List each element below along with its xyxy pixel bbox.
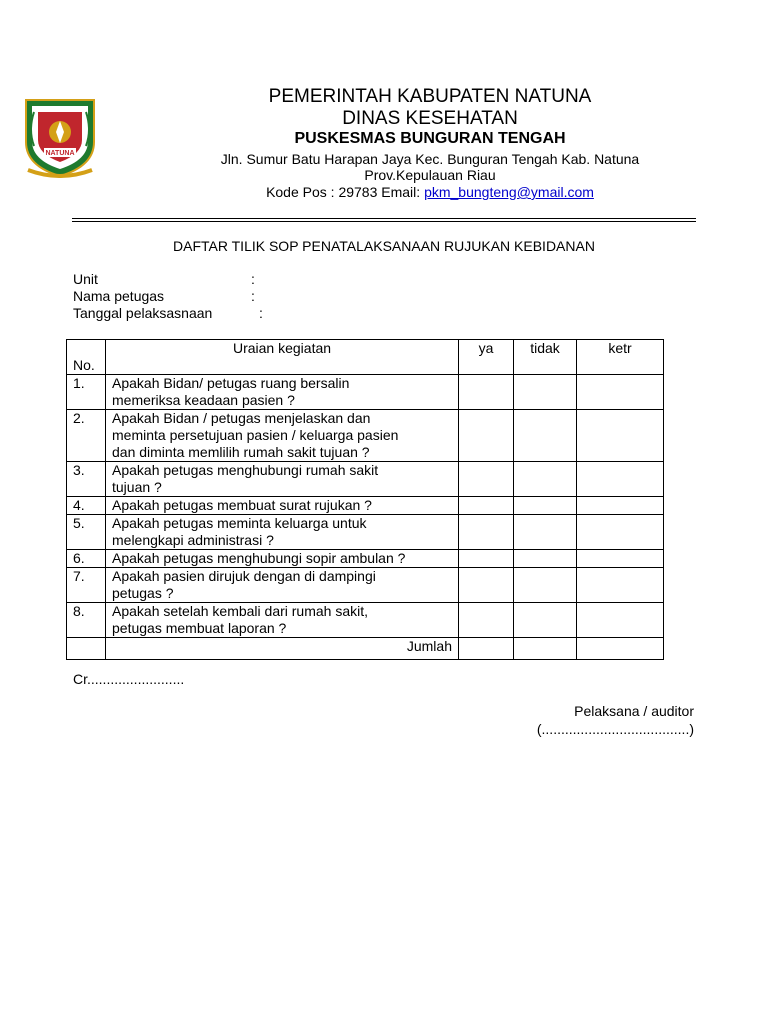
cell-ketr[interactable]: [577, 462, 664, 497]
cell-tidak[interactable]: [514, 603, 577, 638]
cell-ketr[interactable]: [577, 497, 664, 515]
header-ketr: ketr: [577, 340, 664, 375]
header-tidak: tidak: [514, 340, 577, 375]
row-number: 5.: [67, 515, 106, 550]
cell-ketr[interactable]: [577, 550, 664, 568]
header-province: Prov.Kepulauan Riau: [364, 167, 496, 183]
field-officer-label: Nama petugas: [73, 288, 165, 304]
header-divider-bottom: [72, 221, 696, 222]
header-divider-top: [72, 218, 696, 219]
table-header-row: [67, 340, 664, 375]
cell-tidak[interactable]: [514, 550, 577, 568]
header-uraian: Uraian kegiatan: [106, 340, 459, 375]
table-row: [67, 410, 664, 462]
cell-ya[interactable]: [459, 410, 514, 462]
header-contact: [120, 184, 740, 200]
cell-ya[interactable]: [459, 550, 514, 568]
row-question: Apakah Bidan / petugas menjelaskan dan meminta persetujuan pasien / keluarga pasien dan diminta memlilih rumah sakit tujuan ?: [106, 410, 459, 462]
cell-tidak[interactable]: [514, 568, 577, 603]
row-question: Apakah petugas membuat surat rujukan ?: [106, 497, 459, 515]
row-number: 8.: [67, 603, 106, 638]
row-number: 3.: [67, 462, 106, 497]
cell-ya[interactable]: [459, 603, 514, 638]
cell-ketr[interactable]: [577, 410, 664, 462]
email-link[interactable]: pkm_bungteng@ymail.com: [424, 184, 594, 200]
cell-ya[interactable]: [459, 568, 514, 603]
row-number: 1.: [67, 375, 106, 410]
cell-ya[interactable]: [459, 375, 514, 410]
table-row: [67, 550, 664, 568]
cell-tidak[interactable]: [514, 515, 577, 550]
header-no: No.: [67, 340, 106, 375]
header-ya: ya: [459, 340, 514, 375]
table-row: [67, 568, 664, 603]
cell-tidak[interactable]: [514, 462, 577, 497]
natuna-regency-emblem-icon: [20, 96, 100, 178]
cell-ketr[interactable]: [577, 375, 664, 410]
total-no-cell: [67, 638, 106, 660]
cr-line: Cr.........................: [73, 671, 185, 687]
field-officer-colon: :: [251, 288, 255, 304]
field-unit-label: Unit: [73, 271, 98, 287]
cell-ya[interactable]: [459, 497, 514, 515]
signer-title: Pelaksana / auditor: [574, 703, 694, 719]
row-number: 2.: [67, 410, 106, 462]
header-government: PEMERINTAH KABUPATEN NATUNA: [268, 86, 592, 107]
postal-code-label: Kode Pos : 29783 Email:: [266, 184, 425, 200]
row-number: 7.: [67, 568, 106, 603]
signature-line: (......................................): [536, 721, 694, 737]
table-row: [67, 497, 664, 515]
table-row: [67, 515, 664, 550]
header-department: DINAS KESEHATAN: [342, 108, 518, 129]
logo-text: NATUNA: [45, 150, 75, 157]
cell-ya[interactable]: [459, 462, 514, 497]
header-address: Jln. Sumur Batu Harapan Jaya Kec. Bunguran Tengah Kab. Natuna: [220, 151, 640, 167]
row-question: Apakah petugas menghubungi sopir ambulan ?: [106, 550, 459, 568]
cell-ya[interactable]: [459, 515, 514, 550]
table-row: [67, 603, 664, 638]
total-ketr[interactable]: [577, 638, 664, 660]
total-label: Jumlah: [106, 638, 459, 660]
table-row: [67, 462, 664, 497]
row-question: Apakah pasien dirujuk dengan di dampingi petugas ?: [106, 568, 459, 603]
cell-tidak[interactable]: [514, 410, 577, 462]
cell-ketr[interactable]: [577, 515, 664, 550]
header-puskesmas: PUSKESMAS BUNGURAN TENGAH: [294, 130, 566, 147]
field-unit-colon: :: [251, 271, 255, 287]
table-row: [67, 375, 664, 410]
row-question: Apakah Bidan/ petugas ruang bersalin memeriksa keadaan pasien ?: [106, 375, 459, 410]
cell-tidak[interactable]: [514, 375, 577, 410]
row-number: 4.: [67, 497, 106, 515]
field-date-colon: :: [259, 305, 263, 321]
cell-tidak[interactable]: [514, 497, 577, 515]
table-total-row: [67, 638, 664, 660]
row-question: Apakah setelah kembali dari rumah sakit, petugas membuat laporan ?: [106, 603, 459, 638]
field-date-label: Tanggal pelaksasnaan: [73, 305, 213, 321]
document-title: DAFTAR TILIK SOP PENATALAKSANAAN RUJUKAN KEBIDANAN: [173, 238, 595, 254]
total-ya[interactable]: [459, 638, 514, 660]
cell-ketr[interactable]: [577, 603, 664, 638]
row-question: Apakah petugas menghubungi rumah sakit tujuan ?: [106, 462, 459, 497]
total-tidak[interactable]: [514, 638, 577, 660]
cell-ketr[interactable]: [577, 568, 664, 603]
row-number: 6.: [67, 550, 106, 568]
checklist-table: [66, 339, 664, 660]
row-question: Apakah petugas meminta keluarga untuk melengkapi administrasi ?: [106, 515, 459, 550]
